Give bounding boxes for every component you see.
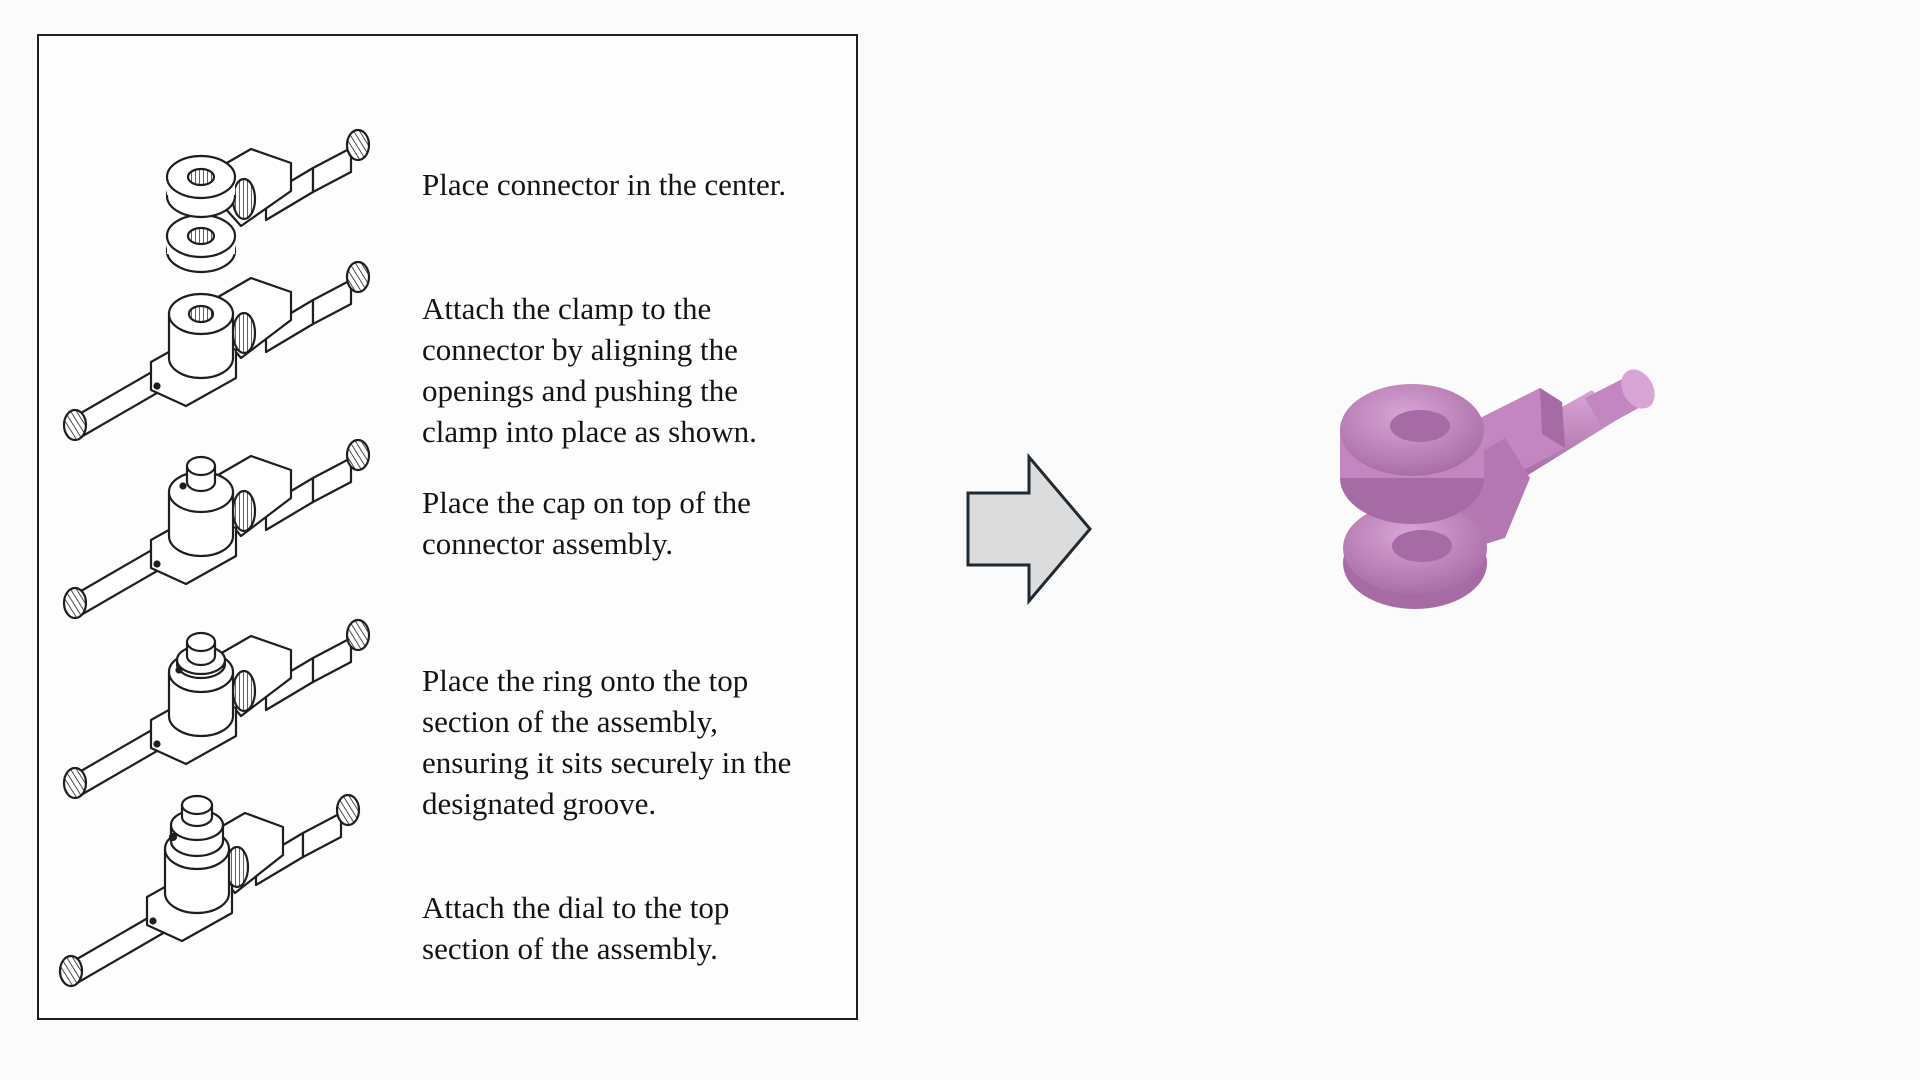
step-4-instruction: Place the ring onto the top section of the assembly, ensuring it sits securely in the designated groove.: [422, 663, 792, 821]
connector-with-clamp-drawing-icon: [51, 258, 411, 458]
assembly-with-cap-drawing-icon: [51, 436, 411, 636]
step-2-instruction: Attach the clamp to the connector by aligning the openings and pushing the clamp into place as shown.: [422, 291, 757, 449]
step-5-instruction: Attach the dial to the top section of the assembly.: [422, 890, 730, 966]
right-arrow-icon: [962, 453, 1097, 605]
connector-3d-model-icon: [1330, 368, 1690, 648]
step-1-instruction: Place connector in the center.: [422, 167, 787, 202]
instructions-panel: [37, 34, 858, 1020]
step-3-instruction: Place the cap on top of the connector assembly.: [422, 485, 751, 561]
assembly-with-dial-drawing-icon: [51, 801, 411, 1001]
assembly-with-ring-drawing-icon: [51, 616, 411, 816]
